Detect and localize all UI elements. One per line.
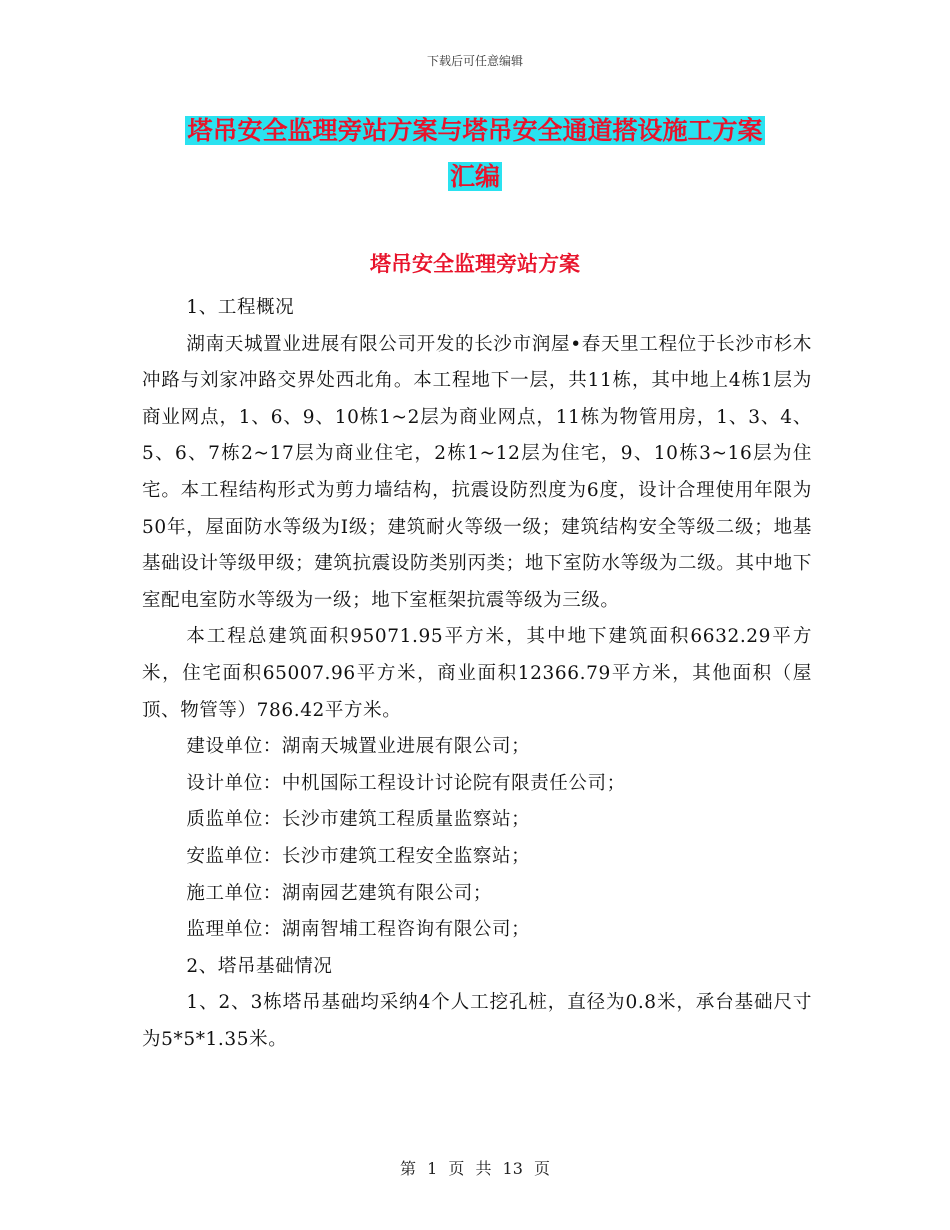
paragraph-safety-supervision-unit: 安监单位：长沙市建筑工程安全监察站； <box>186 845 531 867</box>
paragraph-construction-unit: 建设单位：湖南天城置业进展有限公司； <box>186 736 531 758</box>
paragraph-design-unit: 设计单位：中机国际工程设计讨论院有限责任公司； <box>186 772 626 794</box>
heading-project-overview: 1、工程概况 <box>186 297 295 318</box>
paragraph-supervision-unit: 监理单位：湖南智埔工程咨询有限公司； <box>186 919 531 941</box>
page-header-note: 下载后可任意编辑 <box>426 54 523 68</box>
paragraph-area-figures: 本工程总建筑面积95071.95平方米，其中地下建筑面积6632.29平方米，住宅面积65007.96平方米，商业面积12366.79平方米，其他面积（屋顶、物管等）786.42平方米。 <box>142 626 812 721</box>
paragraph-contractor-unit: 施工单位：湖南园艺建筑有限公司； <box>186 882 492 904</box>
document-body <box>142 290 812 1058</box>
page-footer: 第 1 页 共 13 页 <box>400 1159 550 1178</box>
paragraph-crane-foundation: 1、2、3栋塔吊基础均采纳4个人工挖孔桩，直径为0.8米，承台基础尺寸为5*5*1.35米。 <box>142 992 812 1050</box>
paragraph-project-description: 湖南天城置业进展有限公司开发的长沙市润屋•春天里工程位于长沙市杉木冲路与刘家冲路交界处西北角。本工程地下一层，共11栋，其中地上4栋1层为商业网点，1、6、9、10栋1~2层为商业网点，11栋为物管用房，1、3、4、5、6、7栋2~17层为商业住宅，2栋1~12层为住宅，9、10栋3~16层为住宅。本工程结构形式为剪力墙结构，抗震设防烈度为6度，设计合理使用年限为50年，屋面防水等级为Ⅰ级；建筑耐火等级一级；建筑结构安全等级二级；地基基础设计等级甲级；建筑抗震设防类别丙类；地下室防水等级为二级。其中地下室配电室防水等级为一级；地下室框架抗震等级为三级。 <box>142 333 812 611</box>
document-title-line-2: 汇编 <box>449 162 500 191</box>
heading-crane-foundation: 2、塔吊基础情况 <box>186 955 333 977</box>
paragraph-quality-supervision-unit: 质监单位：长沙市建筑工程质量监察站； <box>186 809 531 831</box>
document-title <box>140 108 810 200</box>
section-title: 塔吊安全监理旁站方案 <box>370 252 580 276</box>
document-title-line-1: 塔吊安全监理旁站方案与塔吊安全通道搭设施工方案 <box>187 116 763 145</box>
